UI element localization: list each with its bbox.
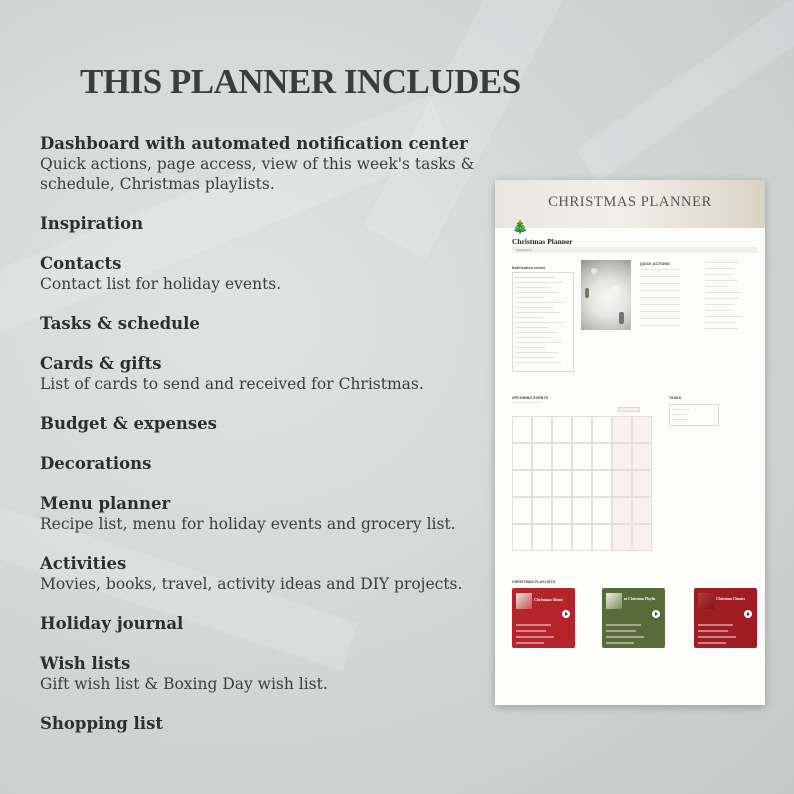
feature-description: List of cards to send and received for Christmas. bbox=[40, 375, 424, 393]
page-link bbox=[705, 286, 730, 287]
quick-actions-heading: QUICK ACTIONS bbox=[640, 262, 670, 266]
playlist-cover bbox=[698, 593, 714, 609]
playlist-title: ut Christmas Playlis bbox=[624, 597, 656, 601]
inspiration-photo bbox=[581, 260, 631, 330]
feature-item bbox=[40, 313, 490, 334]
feature-title: Budget & expenses bbox=[40, 414, 217, 433]
ornament bbox=[591, 268, 597, 274]
tasks-box bbox=[669, 404, 719, 426]
feature-item bbox=[40, 253, 490, 294]
calendar-cell[interactable] bbox=[632, 470, 652, 497]
page-link bbox=[705, 298, 739, 299]
quick-action-item bbox=[640, 311, 680, 312]
feature-description: Recipe list, menu for holiday events and grocery list. bbox=[40, 515, 456, 533]
quick-action-item bbox=[640, 297, 680, 298]
notification-line bbox=[515, 297, 545, 298]
track-row bbox=[698, 630, 728, 632]
play-icon[interactable] bbox=[562, 610, 570, 618]
feature-item bbox=[40, 713, 490, 734]
track-row bbox=[698, 642, 726, 644]
page-link bbox=[705, 304, 735, 305]
task-item[interactable] bbox=[672, 409, 690, 410]
planner-banner bbox=[495, 180, 765, 228]
notification-line bbox=[515, 357, 555, 358]
calendar-cell[interactable] bbox=[612, 470, 632, 497]
calendar-cell[interactable] bbox=[552, 497, 572, 524]
track-row bbox=[516, 636, 554, 638]
calendar-cell[interactable] bbox=[512, 524, 532, 551]
page-link bbox=[705, 316, 743, 317]
tasks-heading: TASKS bbox=[669, 396, 682, 400]
track-row bbox=[606, 624, 641, 626]
calendar-cell[interactable] bbox=[592, 443, 612, 470]
feature-item bbox=[40, 453, 490, 474]
quick-action-item bbox=[640, 276, 680, 277]
notification-line bbox=[515, 347, 545, 348]
notification-line bbox=[515, 362, 561, 363]
feature-item bbox=[40, 353, 490, 394]
notification-line bbox=[515, 342, 563, 343]
quick-action-item bbox=[640, 290, 680, 291]
quick-action-item bbox=[640, 318, 680, 319]
feature-title: Cards & gifts bbox=[40, 354, 162, 373]
christmas-tree-icon: 🎄 bbox=[512, 219, 529, 234]
track-row bbox=[698, 624, 733, 626]
calendar-cell[interactable] bbox=[632, 416, 652, 443]
feature-title: Contacts bbox=[40, 254, 122, 273]
page-heading: THIS PLANNER INCLUDES bbox=[80, 62, 521, 101]
page-link bbox=[705, 328, 738, 329]
calendar-cell[interactable] bbox=[592, 497, 612, 524]
calendar-cell[interactable] bbox=[532, 497, 552, 524]
calendar-cell[interactable] bbox=[512, 443, 532, 470]
task-item[interactable] bbox=[672, 414, 686, 415]
feature-title: Activities bbox=[40, 554, 127, 573]
playlist-title: Christmas Music bbox=[534, 597, 564, 602]
playlist-card[interactable] bbox=[602, 588, 665, 648]
notification-line bbox=[515, 302, 565, 303]
playlist-cover bbox=[516, 593, 532, 609]
notification-line bbox=[515, 332, 557, 333]
notification-line bbox=[515, 292, 559, 293]
feature-title: Tasks & schedule bbox=[40, 314, 200, 333]
playlist-card[interactable] bbox=[512, 588, 575, 648]
notification-line bbox=[515, 317, 543, 318]
notification-line bbox=[515, 307, 553, 308]
track-row bbox=[698, 636, 736, 638]
feature-item bbox=[40, 133, 490, 194]
upcoming-events-heading: UPCOMING EVENTS bbox=[512, 396, 549, 400]
ornament bbox=[596, 305, 603, 312]
feature-title: Shopping list bbox=[40, 714, 163, 733]
quick-action-item bbox=[640, 283, 680, 284]
pine-sprig bbox=[619, 312, 624, 324]
planner-page-title: Christmas Planner bbox=[512, 237, 573, 246]
calendar-cell[interactable] bbox=[552, 470, 572, 497]
calendar-cell[interactable] bbox=[512, 416, 532, 443]
calendar-cell[interactable] bbox=[592, 524, 612, 551]
feature-item bbox=[40, 613, 490, 634]
playlist-cover bbox=[606, 593, 622, 609]
feature-title: Holiday journal bbox=[40, 614, 184, 633]
feature-item bbox=[40, 653, 490, 694]
notification-line bbox=[515, 322, 565, 323]
quick-action-item bbox=[640, 325, 680, 326]
calendar-cell[interactable] bbox=[592, 416, 612, 443]
calendar-cell[interactable] bbox=[512, 470, 532, 497]
feature-title: Menu planner bbox=[40, 494, 171, 513]
feature-title: Wish lists bbox=[40, 654, 131, 673]
page-link bbox=[705, 322, 736, 323]
quick-action-item bbox=[640, 269, 680, 270]
track-row bbox=[516, 630, 546, 632]
calendar-cell[interactable] bbox=[612, 497, 632, 524]
calendar-grid bbox=[512, 408, 652, 551]
calendar-cell[interactable] bbox=[532, 524, 552, 551]
planner-breadcrumb: Instructions bbox=[512, 247, 757, 253]
feature-description: Quick actions, page access, view of this week's tasks & schedule, Christmas playlists. bbox=[40, 155, 475, 193]
feature-item bbox=[40, 493, 490, 534]
play-icon[interactable] bbox=[744, 610, 752, 618]
calendar-cell[interactable] bbox=[572, 443, 592, 470]
calendar-cell[interactable] bbox=[632, 497, 652, 524]
planner-banner-title: CHRISTMAS PLANNER bbox=[548, 194, 712, 210]
calendar-cell[interactable] bbox=[572, 470, 592, 497]
page-link bbox=[705, 262, 740, 263]
page-link bbox=[705, 280, 737, 281]
calendar-cell[interactable] bbox=[612, 443, 632, 470]
background-streak bbox=[576, 0, 794, 182]
pine-sprig bbox=[585, 288, 589, 298]
page-link bbox=[705, 292, 741, 293]
feature-description: Gift wish list & Boxing Day wish list. bbox=[40, 675, 328, 693]
calendar-toolbar bbox=[512, 402, 542, 403]
calendar-cell[interactable] bbox=[592, 470, 612, 497]
calendar-cell[interactable] bbox=[572, 524, 592, 551]
notification-center-heading: Notification center bbox=[512, 266, 546, 270]
feature-description: Movies, books, travel, activity ideas and DIY projects. bbox=[40, 575, 463, 593]
quick-action-item bbox=[640, 304, 680, 305]
feature-item bbox=[40, 213, 490, 234]
feature-description: Contact list for holiday events. bbox=[40, 275, 282, 293]
calendar-cell[interactable] bbox=[612, 416, 632, 443]
calendar-cell[interactable] bbox=[632, 524, 652, 551]
calendar-cell[interactable] bbox=[572, 497, 592, 524]
play-icon[interactable] bbox=[652, 610, 660, 618]
track-row bbox=[516, 642, 544, 644]
notification-line bbox=[515, 282, 563, 283]
feature-title: Decorations bbox=[40, 454, 152, 473]
calendar-cell[interactable] bbox=[552, 443, 572, 470]
feature-title: Dashboard with automated notification center bbox=[40, 134, 468, 153]
planner-preview bbox=[495, 180, 765, 705]
feature-title: Inspiration bbox=[40, 214, 144, 233]
playlist-title: Christmas Classics bbox=[716, 597, 746, 601]
calendar-cell[interactable] bbox=[572, 416, 592, 443]
notification-line bbox=[515, 337, 551, 338]
track-row bbox=[516, 624, 551, 626]
track-row bbox=[606, 636, 644, 638]
page-link bbox=[705, 310, 732, 311]
page-link bbox=[705, 274, 733, 275]
playlist-card[interactable] bbox=[694, 588, 757, 648]
calendar-cell[interactable] bbox=[532, 443, 552, 470]
calendar-cell[interactable] bbox=[552, 524, 572, 551]
notification-line bbox=[515, 287, 550, 288]
calendar-cell[interactable] bbox=[532, 416, 552, 443]
calendar-cell[interactable] bbox=[552, 416, 572, 443]
feature-item bbox=[40, 413, 490, 434]
page-link bbox=[705, 268, 735, 269]
calendar-cell[interactable] bbox=[512, 497, 532, 524]
feature-list bbox=[40, 133, 490, 753]
notification-line bbox=[515, 277, 555, 278]
feature-item bbox=[40, 553, 490, 594]
calendar-cell[interactable] bbox=[532, 470, 552, 497]
notification-line bbox=[515, 327, 548, 328]
calendar-cell[interactable] bbox=[612, 524, 632, 551]
track-row bbox=[606, 630, 636, 632]
ornament bbox=[611, 285, 620, 294]
track-row bbox=[606, 642, 634, 644]
notification-line bbox=[515, 312, 560, 313]
playlists-heading: CHRISTMAS PLAYLISTS bbox=[512, 580, 556, 584]
notification-line bbox=[515, 352, 559, 353]
task-item[interactable] bbox=[672, 419, 688, 420]
calendar-cell[interactable] bbox=[632, 443, 652, 470]
